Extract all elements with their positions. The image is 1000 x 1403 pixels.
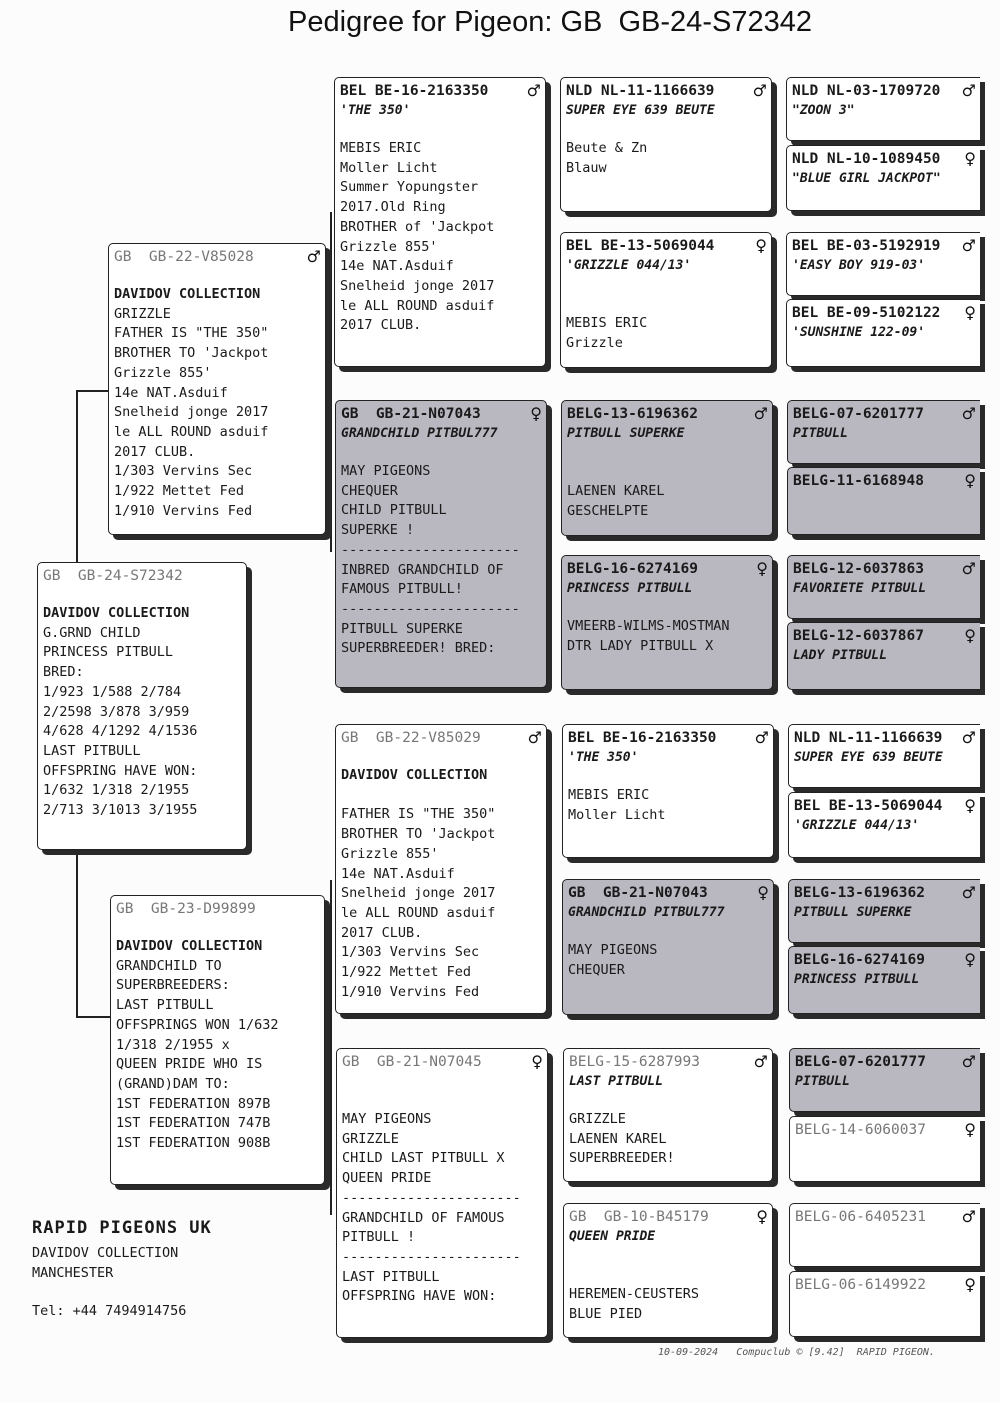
page-title: Pedigree for Pigeon: GB GB-24-S72342 [288, 6, 812, 38]
gen4-card-8[interactable] [563, 1203, 773, 1338]
male-icon: ♂ [752, 81, 767, 100]
pigeon-ring: BELG-16-6274169 ♀ [794, 950, 976, 969]
pigeon-name: PITBULL SUPERKE [794, 905, 912, 920]
pigeon-ring: BELG-15-6287993 ♂ [569, 1052, 768, 1071]
pigeon-ring: BEL BE-13-5069044 ♀ [794, 796, 976, 815]
pigeon-name: SUPER EYE 639 BEUTE [794, 750, 943, 765]
pigeon-notes: Beute & Zn Blauw [566, 140, 648, 176]
pigeon-ring: BELG-07-6201777 ♂ [793, 404, 976, 423]
gen5-card-14[interactable] [789, 1116, 980, 1182]
pigeon-notes: MAY PIGEONS CHEQUER [568, 942, 658, 978]
pigeon-ring: BELG-13-6196362 ♂ [567, 404, 768, 423]
pigeon-name: 'SUNSHINE 122-09' [792, 325, 926, 340]
pigeon-name: SUPER EYE 639 BEUTE [566, 103, 715, 118]
pigeon-ring: BELG-14-6060037 ♀ [795, 1120, 976, 1139]
female-icon: ♀ [756, 559, 768, 578]
pigeon-name: 'THE 350' [340, 103, 411, 118]
connector-line [76, 390, 78, 562]
female-icon: ♀ [757, 883, 769, 902]
pigeon-ring: BEL BE-16-2163350 ♂ [340, 81, 541, 100]
pigeon-ring: NLD NL-10-1089450 ♀ [792, 149, 976, 168]
subject-card[interactable] [37, 562, 247, 850]
pigeon-ring: BEL BE-13-5069044 ♀ [566, 236, 767, 255]
male-icon: ♂ [961, 81, 976, 100]
pigeon-name: GRANDCHILD PITBUL777 [568, 905, 725, 920]
gen5-card-4[interactable] [786, 299, 980, 367]
sire-notes: DAVIDOV COLLECTION GRIZZLE FATHER IS "THE 350" BROTHER TO 'Jackpot Grizzle 855' 14e NAT.Asduif Snelheid jonge 2017 le ALL ROUND asduif 2017 CLUB. 1/303 Vervins Sec 1/922 Mettet Fed 1/910 Vervins Fed [114, 286, 269, 519]
pigeon-name: PRINCESS PITBULL [567, 581, 693, 596]
pigeon-notes: GRIZZLE LAENEN KAREL SUPERBREEDER! [569, 1111, 675, 1167]
female-icon: ♀ [964, 796, 976, 815]
pigeon-name: PITBULL [793, 426, 848, 441]
pigeon-ring: BELG-12-6037867 ♀ [793, 626, 976, 645]
pigeon-notes: MEBIS ERIC Moller Licht [568, 787, 666, 823]
gen5-card-12[interactable] [788, 946, 980, 1014]
gen3-card-3[interactable] [335, 724, 547, 1014]
gen5-card-10[interactable] [788, 792, 980, 858]
pigeon-notes: VMEERB-WILMS-MOSTMAN DTR LADY PITBULL X [567, 618, 730, 654]
male-icon: ♂ [961, 728, 976, 747]
pigeon-notes: MAY PIGEONS CHEQUER CHILD PITBULL SUPERKE ! ---------------------- INBRED GRANDCHILD OF FAMOUS PITBULL! ---------------------- PITBULL SUPERKE SUPERBREEDER! BRED: [341, 463, 520, 657]
gen4-card-5[interactable] [562, 724, 774, 858]
pigeon-ring: BEL BE-03-5192919 ♂ [792, 236, 976, 255]
gen3-card-1[interactable] [334, 77, 546, 367]
pigeon-name: QUEEN PRIDE [569, 1229, 656, 1244]
pigeon-name: LADY PITBULL [793, 648, 887, 663]
connector-line [330, 880, 332, 1215]
dam-card[interactable] [110, 895, 325, 1185]
pigeon-ring: NLD NL-11-1166639 ♂ [794, 728, 976, 747]
male-icon: ♂ [753, 404, 768, 423]
pigeon-ring: BELG-07-6201777 ♂ [795, 1052, 976, 1071]
pigeon-name: 'GRIZZLE 044/13' [794, 818, 920, 833]
pigeon-ring: NLD NL-03-1709720 ♂ [792, 81, 976, 100]
gen5-card-5[interactable] [787, 400, 980, 464]
pigeon-name: 'THE 350' [568, 750, 639, 765]
gen4-card-1[interactable] [560, 77, 772, 212]
dam-notes: DAVIDOV COLLECTION GRANDCHILD TO SUPERBREEDERS: LAST PITBULL OFFSPRINGS WON 1/632 1/318 2/1955 x QUEEN PRIDE WHO IS (GRAND)DAM TO: 1ST FEDERATION 897B 1ST FEDERATION 747B 1ST FEDERATION 908B [116, 938, 279, 1152]
female-icon: ♀ [756, 1207, 768, 1226]
female-icon: ♀ [964, 303, 976, 322]
female-icon: ♀ [964, 950, 976, 969]
gen5-card-7[interactable] [787, 555, 980, 619]
pigeon-name: "BLUE GIRL JACKPOT" [792, 171, 941, 186]
pigeon-name: GRANDCHILD PITBUL777 [341, 426, 498, 441]
pigeon-ring: GB GB-21-N07043 ♀ [341, 404, 542, 423]
footer-city: MANCHESTER [32, 1265, 114, 1281]
pigeon-name: PITBULL [795, 1074, 850, 1089]
gen3-card-4[interactable] [336, 1048, 548, 1338]
gen5-card-13[interactable] [789, 1048, 980, 1112]
male-icon: ♂ [753, 1052, 768, 1071]
gen5-card-8[interactable] [787, 622, 980, 690]
pigeon-name: LAST PITBULL [569, 1074, 663, 1089]
pigeon-notes: MAY PIGEONS GRIZZLE CHILD LAST PITBULL X QUEEN PRIDE ---------------------- GRANDCHILD OF FAMOUS PITBULL ! ---------------------- LAST PITBULL OFFSPRING HAVE WON: [342, 1111, 521, 1305]
female-icon: ♀ [964, 149, 976, 168]
pigeon-name: 'GRIZZLE 044/13' [566, 258, 692, 273]
pigeon-notes: MEBIS ERIC Grizzle [566, 315, 648, 351]
male-icon: ♂ [526, 81, 541, 100]
pigeon-ring: BELG-13-6196362 ♂ [794, 883, 976, 902]
gen4-card-6[interactable] [562, 879, 774, 1015]
connector-line [76, 390, 110, 392]
pigeon-ring: GB GB-21-N07045 ♀ [342, 1052, 543, 1071]
footer-collection: DAVIDOV COLLECTION [32, 1245, 179, 1261]
female-icon: ♀ [964, 1275, 976, 1294]
pigeon-name: PITBULL SUPERKE [567, 426, 685, 441]
female-icon: ♀ [530, 404, 542, 423]
pigeon-ring: BELG-11-6168948 ♀ [793, 471, 976, 490]
connector-line [330, 212, 332, 552]
pigeon-ring: BELG-16-6274169 ♀ [567, 559, 768, 578]
pigeon-notes: MEBIS ERIC Moller Licht Summer Yopungster 2017.Old Ring BROTHER of 'Jackpot Grizzle 855' 14e NAT.Asduif Snelheid jonge 2017 le ALL ROUND asduif 2017 CLUB. [340, 140, 495, 334]
female-icon: ♀ [964, 1120, 976, 1139]
pigeon-notes: HEREMEN-CEUSTERS BLUE PIED [569, 1286, 700, 1322]
subject-ring: GB GB-24-S72342 [43, 568, 183, 584]
gen5-card-16[interactable] [789, 1271, 980, 1337]
pigeon-ring: BELG-06-6149922 ♀ [795, 1275, 976, 1294]
dam-ring: GB GB-23-D99899 [116, 901, 256, 917]
sire-ring: GB GB-22-V85028 ♂ [114, 247, 321, 266]
pigeon-name: FAVORIETE PITBULL [793, 581, 927, 596]
female-icon: ♀ [964, 471, 976, 490]
pigeon-ring: BEL BE-09-5102122 ♀ [792, 303, 976, 322]
print-stamp: 10-09-2024 Compuclub © [9.42] RAPID PIGEON. [658, 1347, 935, 1358]
pigeon-ring: NLD NL-11-1166639 ♂ [566, 81, 767, 100]
gen4-card-7[interactable] [563, 1048, 773, 1182]
male-icon: ♂ [527, 728, 542, 747]
male-icon: ♂ [754, 728, 769, 747]
gen4-card-3[interactable] [561, 400, 773, 536]
pigeon-ring: BELG-12-6037863 ♂ [793, 559, 976, 578]
company-name: RAPID PIGEONS UK [32, 1218, 212, 1238]
male-icon: ♂ [961, 236, 976, 255]
male-icon: ♂ [961, 559, 976, 578]
connector-line [76, 1016, 112, 1018]
gen5-card-1[interactable] [786, 77, 980, 141]
female-icon: ♀ [531, 1052, 543, 1071]
pigeon-ring: BELG-06-6405231 ♂ [795, 1207, 976, 1226]
pigeon-notes: DAVIDOV COLLECTION FATHER IS "THE 350" BROTHER TO 'Jackpot Grizzle 855' 14e NAT.Asduif Snelheid jonge 2017 le ALL ROUND asduif 2017 CLUB. 1/303 Vervins Sec 1/922 Mettet Fed 1/910 Vervins Fed [341, 767, 496, 1000]
pigeon-ring: GB GB-22-V85029 ♂ [341, 728, 542, 747]
female-icon: ♀ [964, 626, 976, 645]
pigeon-name: 'EASY BOY 919-03' [792, 258, 926, 273]
gen5-card-15[interactable] [789, 1203, 980, 1267]
pigeon-ring: GB GB-10-B45179 ♀ [569, 1207, 768, 1226]
gen3-card-2[interactable] [335, 400, 547, 688]
male-icon: ♂ [961, 1207, 976, 1226]
footer-phone: Tel: +44 7494914756 [32, 1303, 187, 1319]
gen5-card-9[interactable] [788, 724, 980, 788]
gen5-card-11[interactable] [788, 879, 980, 943]
sire-card[interactable] [108, 243, 326, 535]
female-icon: ♀ [755, 236, 767, 255]
pigeon-ring: BEL BE-16-2163350 ♂ [568, 728, 769, 747]
gen5-card-6[interactable] [787, 467, 980, 535]
gen4-card-2[interactable] [560, 232, 772, 368]
pigeon-name: PRINCESS PITBULL [794, 972, 920, 987]
connector-line [76, 850, 78, 1018]
male-icon: ♂ [961, 1052, 976, 1071]
gen5-card-3[interactable] [786, 232, 980, 296]
pigeon-name: "ZOON 3" [792, 103, 855, 118]
male-icon: ♂ [961, 883, 976, 902]
subject-notes: DAVIDOV COLLECTION G.GRND CHILD PRINCESS PITBULL BRED: 1/923 1/588 2/784 2/2598 3/878 3/959 4/628 4/1292 4/1536 LAST PITBULL OFFSPRING HAVE WON: 1/632 1/318 2/1955 2/713 3/1013 3/1955 [43, 605, 198, 819]
pigeon-notes: LAENEN KAREL GESCHELPTE [567, 483, 665, 519]
gen4-card-4[interactable] [561, 555, 773, 690]
pigeon-ring: GB GB-21-N07043 ♀ [568, 883, 769, 902]
male-icon: ♂ [306, 247, 321, 266]
gen5-card-2[interactable] [786, 145, 980, 211]
male-icon: ♂ [961, 404, 976, 423]
